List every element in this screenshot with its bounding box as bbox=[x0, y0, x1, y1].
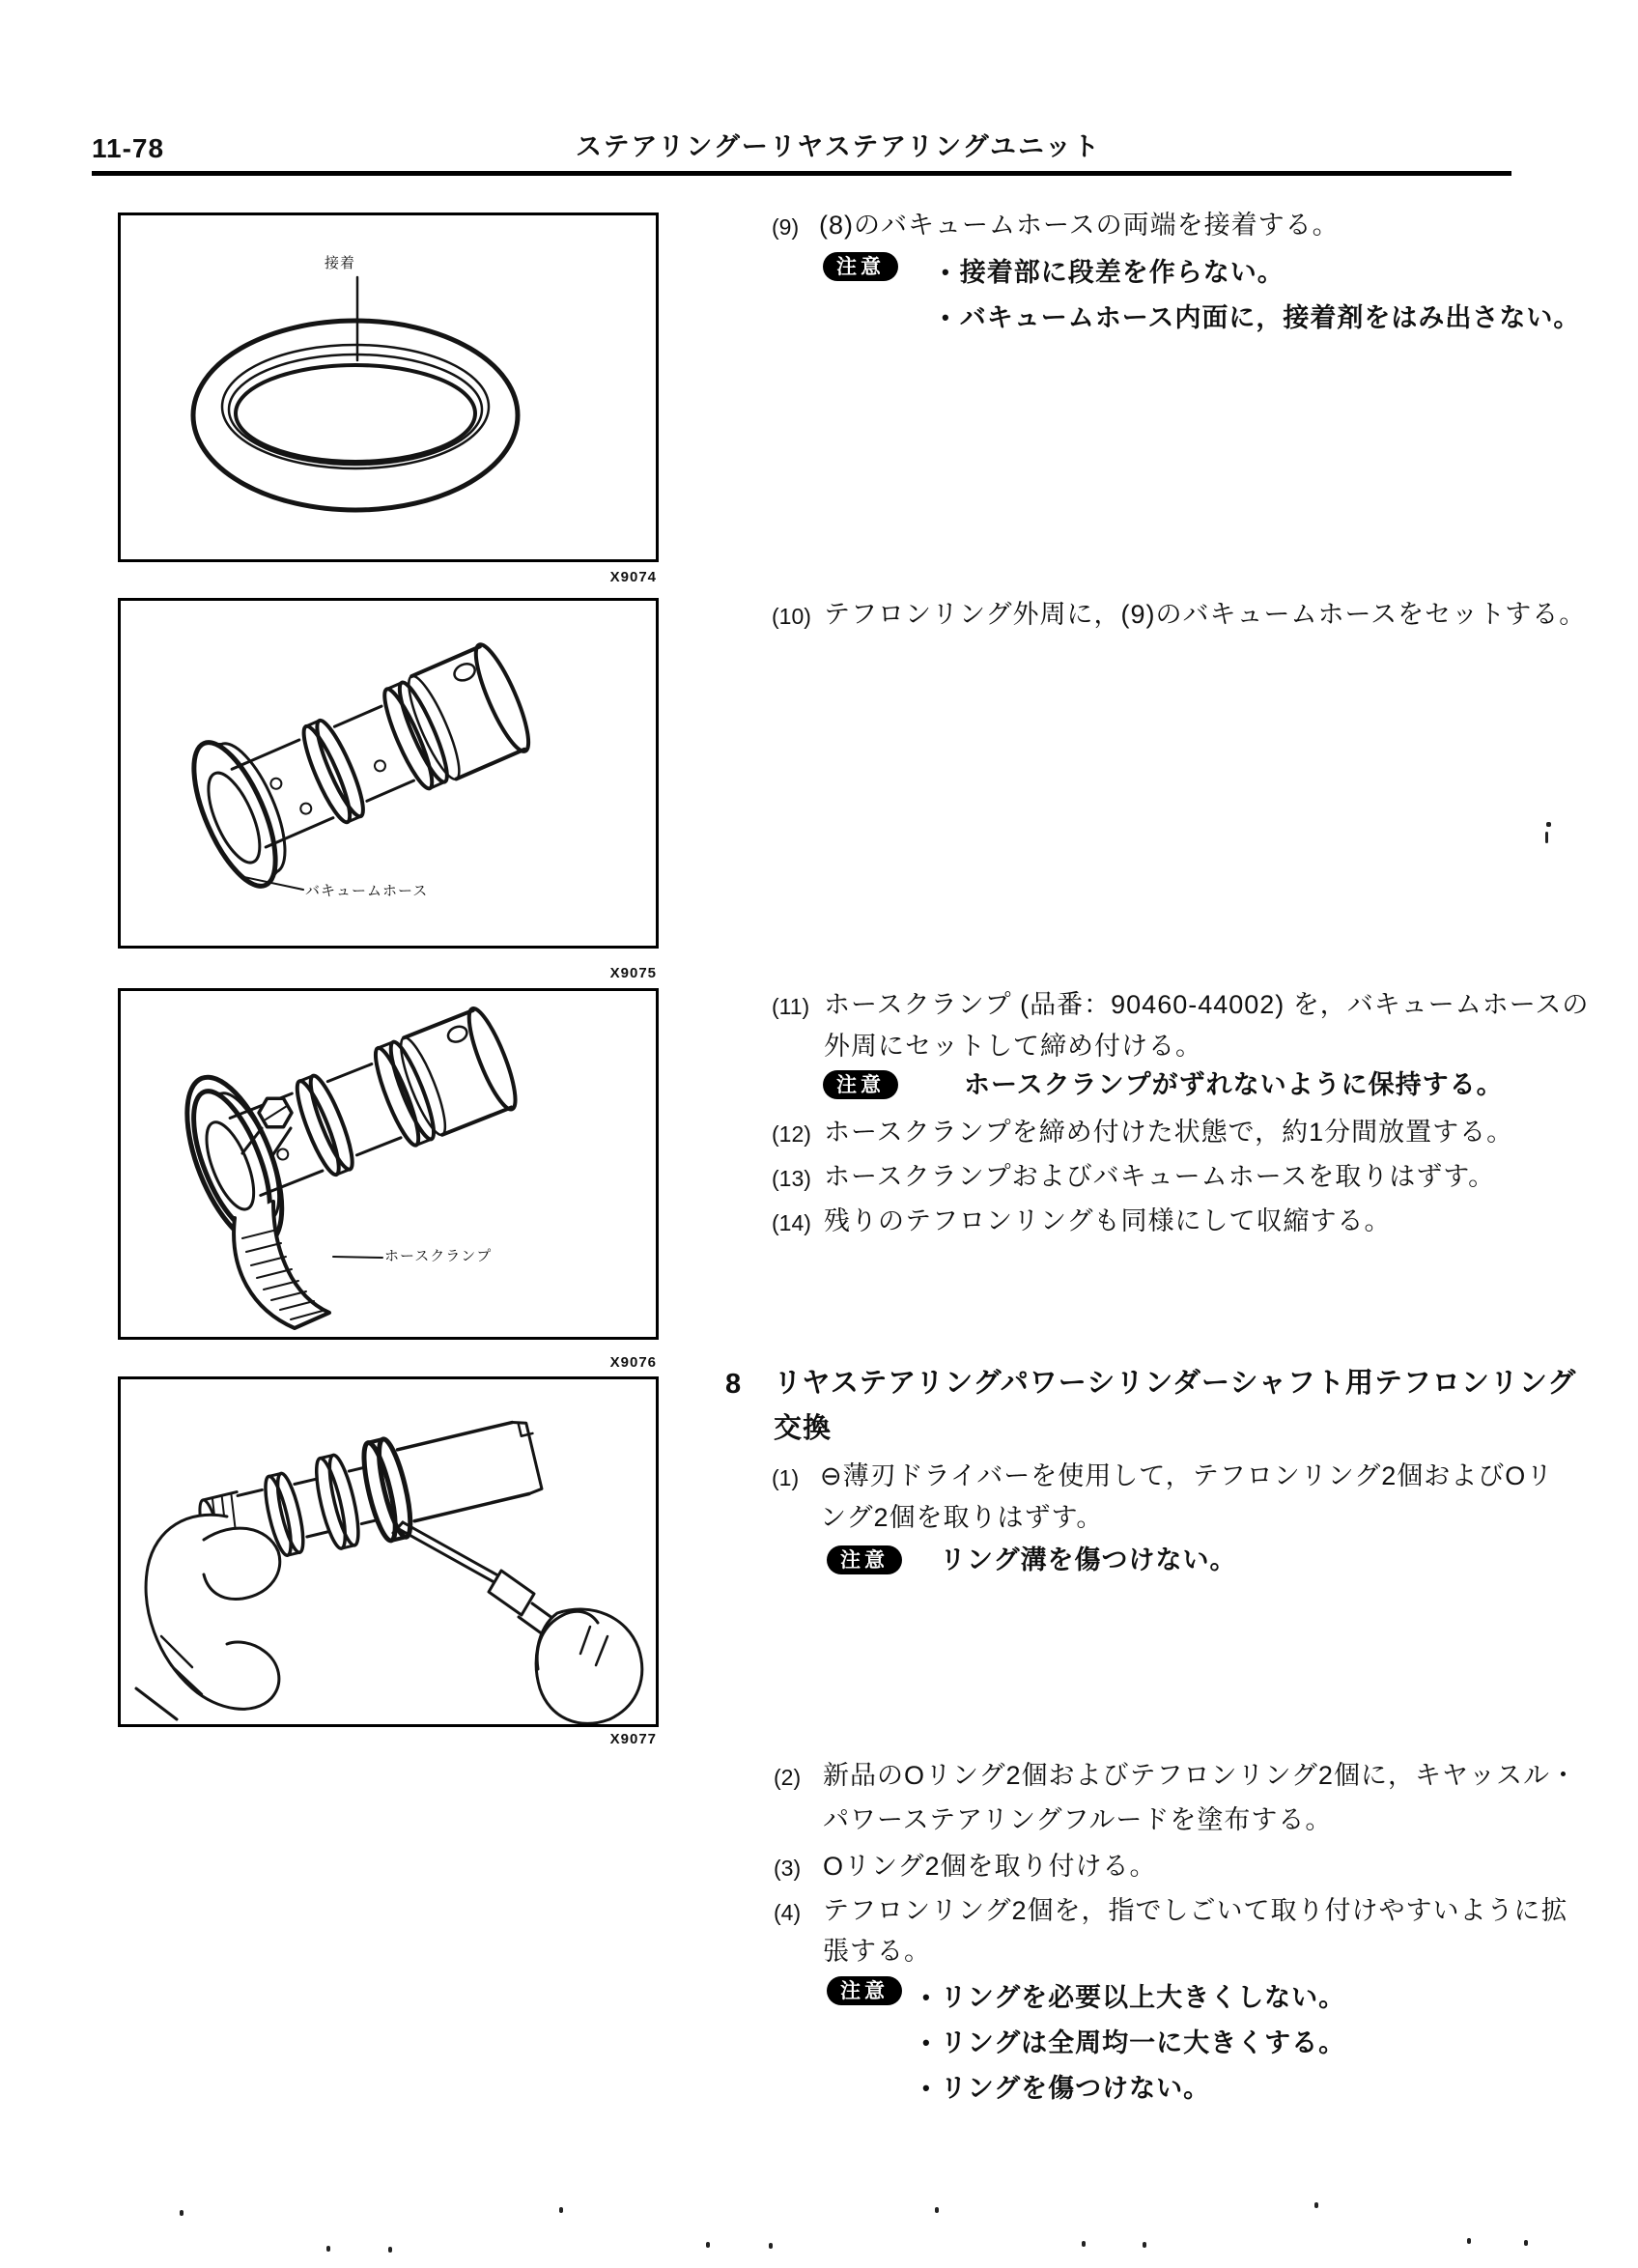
scan-speck bbox=[1524, 2240, 1528, 2246]
scan-speck bbox=[1082, 2241, 1086, 2247]
figure-id-x9077: X9077 bbox=[609, 1731, 657, 1747]
header-rule bbox=[92, 171, 1511, 176]
caution-badge-2: 注意 bbox=[823, 1070, 898, 1099]
scan-speck bbox=[935, 2207, 939, 2213]
callout-adhesive: 接着 bbox=[325, 255, 356, 271]
figure-pry-rings bbox=[118, 1376, 659, 1727]
scan-speck bbox=[388, 2247, 392, 2253]
bullet-icon: • bbox=[922, 2076, 931, 2100]
step-3-text: Oリング2個を取り付ける。 bbox=[823, 1852, 1157, 1881]
step-10-number: (10) bbox=[772, 604, 811, 629]
step-2-number: (2) bbox=[774, 1765, 802, 1790]
step-1-line-1: ⊖薄刃ドライバーを使用して，テフロンリング2個およびOリ bbox=[820, 1461, 1554, 1490]
caution-badge-3: 注意 bbox=[827, 1545, 902, 1574]
bullet-icon: • bbox=[942, 305, 950, 329]
page-title: ステアリングーリヤステアリングユニット bbox=[576, 132, 1101, 161]
step-13-text: ホースクランプおよびバキュームホースを取りはずす。 bbox=[824, 1162, 1496, 1191]
figure-id-x9074: X9074 bbox=[609, 569, 657, 585]
step-4-note-1: • リングを必要以上大きくしない。 bbox=[922, 1983, 1346, 2012]
figure-id-x9075: X9075 bbox=[609, 965, 657, 981]
callout-vacuum-hose: バキュームホース bbox=[305, 883, 429, 899]
bullet-icon: • bbox=[942, 260, 950, 284]
step-3-number: (3) bbox=[774, 1856, 802, 1881]
scan-speck bbox=[559, 2207, 563, 2213]
step-2-line-2: パワーステアリングフルードを塗布する。 bbox=[823, 1805, 1333, 1834]
scan-speck bbox=[706, 2242, 710, 2248]
step-11-number: (11) bbox=[772, 994, 810, 1019]
teflon-ring-drawing bbox=[121, 215, 656, 559]
scan-speck bbox=[1545, 832, 1548, 843]
scan-speck bbox=[1143, 2242, 1146, 2248]
hose-clamp-drawing bbox=[121, 991, 656, 1337]
step-4-note-3: • リングを傷つけない。 bbox=[922, 2074, 1211, 2103]
section-8-number: 8 bbox=[725, 1369, 743, 1400]
figure-teflon-ring bbox=[118, 213, 659, 562]
step-9-text: (8)のバキュームホースの両端を接着する。 bbox=[819, 211, 1340, 240]
step-4-line-2: 張する。 bbox=[823, 1937, 931, 1966]
step-11-line-1: ホースクランプ (品番：90460-44002) を，バキュームホースの bbox=[824, 990, 1590, 1019]
scan-speck bbox=[1314, 2202, 1318, 2208]
step-9-number: (9) bbox=[772, 214, 800, 240]
step-11-line-2: 外周にセットして締め付ける。 bbox=[824, 1032, 1202, 1061]
step-14-text: 残りのテフロンリングも同様にして収縮する。 bbox=[824, 1206, 1392, 1235]
pry-rings-drawing bbox=[121, 1379, 656, 1724]
scan-speck bbox=[180, 2210, 184, 2216]
section-8-title-line-2: 交換 bbox=[774, 1413, 833, 1444]
step-1-note: リング溝を傷つけない。 bbox=[940, 1545, 1237, 1574]
step-12-text: ホースクランプを締め付けた状態で，約1分間放置する。 bbox=[824, 1118, 1514, 1147]
step-9-note-1: • 接着部に段差を作らない。 bbox=[942, 258, 1285, 287]
caution-badge-4: 注意 bbox=[827, 1976, 902, 2005]
scan-speck bbox=[1467, 2238, 1471, 2244]
caution-badge-1: 注意 bbox=[823, 252, 898, 281]
step-4-line-1: テフロンリング2個を，指でしごいて取り付けやすいように拡 bbox=[823, 1896, 1568, 1925]
callout-hose-clamp: ホースクランプ bbox=[384, 1248, 493, 1264]
scan-speck bbox=[769, 2243, 773, 2249]
step-9-note-2: • バキュームホース内面に，接着剤をはみ出さない。 bbox=[942, 303, 1581, 332]
step-11-note: ホースクランプがずれないように保持する。 bbox=[964, 1070, 1504, 1099]
step-13-number: (13) bbox=[772, 1166, 811, 1191]
scan-speck bbox=[1546, 822, 1551, 827]
step-1-number: (1) bbox=[772, 1465, 800, 1490]
page-number: 11-78 bbox=[92, 133, 165, 163]
step-12-number: (12) bbox=[772, 1121, 811, 1147]
bullet-icon: • bbox=[922, 1985, 931, 2009]
figure-vacuum-hose bbox=[118, 598, 659, 949]
figure-hose-clamp bbox=[118, 988, 659, 1340]
step-10-text: テフロンリング外周に，(9)のバキュームホースをセットする。 bbox=[824, 600, 1587, 629]
figure-id-x9076: X9076 bbox=[609, 1354, 657, 1371]
step-4-number: (4) bbox=[774, 1900, 802, 1925]
section-8-title-line-1: リヤステアリングパワーシリンダーシャフト用テフロンリング bbox=[774, 1368, 1577, 1399]
step-4-note-2: • リングは全周均一に大きくする。 bbox=[922, 2028, 1346, 2057]
bullet-icon: • bbox=[922, 2030, 931, 2055]
scan-speck bbox=[326, 2246, 330, 2252]
step-2-line-1: 新品のOリング2個およびテフロンリング2個に，キヤッスル・ bbox=[823, 1761, 1577, 1790]
step-1-line-2: ング2個を取りはずす。 bbox=[820, 1503, 1104, 1532]
step-14-number: (14) bbox=[772, 1210, 811, 1235]
